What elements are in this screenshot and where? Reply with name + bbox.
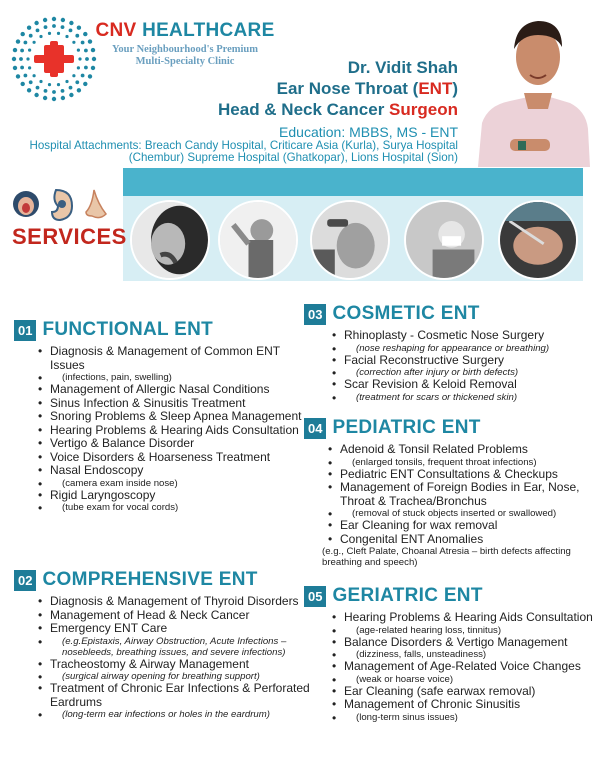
item-text: Hearing Problems & Hearing Aids Consultation xyxy=(344,610,593,624)
logo-dot xyxy=(77,66,80,69)
item-list xyxy=(38,595,314,720)
list-item xyxy=(332,636,594,650)
logo-dot xyxy=(20,49,24,53)
item-note: • (camera exam inside nose) xyxy=(62,477,178,489)
list-item xyxy=(38,622,314,636)
specialty-line1 xyxy=(218,78,458,99)
list-item xyxy=(38,451,314,465)
item-text: Voice Disorders & Hoarseness Treatment xyxy=(50,449,271,464)
logo-dot xyxy=(81,41,85,45)
service-photo-ear-exam xyxy=(310,200,390,280)
item-list xyxy=(38,345,314,513)
logo-dot xyxy=(65,35,68,38)
logo-dot xyxy=(84,49,88,53)
list-item xyxy=(38,464,314,478)
spec-text2: Head & Neck Cancer xyxy=(218,100,390,119)
list-item xyxy=(328,443,594,457)
list-item xyxy=(38,410,314,424)
section-title: GERIATRIC ENT xyxy=(332,585,483,606)
service-photo-throat xyxy=(130,200,210,280)
item-text: Treatment of Chronic Ear Infections & Perforated Eardrums xyxy=(50,681,310,709)
logo-dot xyxy=(88,39,92,43)
item-text: Snoring Problems & Sleep Apnea Management xyxy=(50,409,302,423)
logo-dot xyxy=(69,29,73,33)
list-item xyxy=(38,595,314,609)
logo-dot xyxy=(69,93,73,97)
item-text: Facial Reconstructive Surgery xyxy=(344,352,505,367)
organ-icons xyxy=(12,186,112,222)
service-photo-nose-procedure xyxy=(498,200,578,280)
brand-name-part1: CNV xyxy=(95,20,137,41)
logo-dot xyxy=(27,88,31,92)
logo-dot xyxy=(44,89,48,93)
logo-dot xyxy=(61,96,65,100)
logo-dot xyxy=(77,26,81,30)
item-note: • (enlarged tonsils, frequent throat infections) xyxy=(352,456,537,468)
logo-dot xyxy=(29,80,33,84)
list-item xyxy=(328,468,594,482)
item-note-row xyxy=(38,709,314,720)
item-list xyxy=(332,611,594,723)
list-item xyxy=(38,609,314,623)
list-item xyxy=(328,519,594,533)
item-text: Adenoid & Tonsil Related Problems xyxy=(340,442,528,456)
list-item xyxy=(332,329,594,343)
logo-dot xyxy=(78,57,81,60)
list-item xyxy=(38,397,314,411)
section-pediatric-ent xyxy=(304,414,594,568)
item-text: Rigid Laryngoscopy xyxy=(50,487,156,502)
item-note-row xyxy=(38,636,314,658)
logo-dot xyxy=(21,32,25,36)
logo-dot xyxy=(85,57,89,61)
item-text: Congenital ENT Anomalies xyxy=(340,531,484,546)
item-note: • (tube exam for vocal cords) xyxy=(62,502,179,513)
logo-dot xyxy=(39,80,42,83)
item-note: • (long-term sinus issues) xyxy=(356,711,458,723)
logo-dot xyxy=(21,82,25,86)
logo-dot xyxy=(57,32,60,35)
spec-paren: ) xyxy=(452,79,458,98)
spec-text: Ear Nose Throat ( xyxy=(276,79,419,98)
logo-dot xyxy=(36,29,40,33)
spec-surgeon-highlight: Surgeon xyxy=(389,100,458,119)
service-photo-neck xyxy=(218,200,298,280)
item-text: Pediatric ENT Consultations & Checkups xyxy=(340,466,558,481)
logo-dot xyxy=(57,83,60,86)
item-note: • (long-term ear infections or holes in the eardrum) xyxy=(62,709,270,720)
item-note: • (age-related hearing loss, tinnitus) xyxy=(356,624,502,636)
logo-dot xyxy=(27,26,31,30)
logo-dot xyxy=(61,25,65,29)
list-item xyxy=(38,383,314,397)
logo-dot xyxy=(61,18,65,22)
list-item xyxy=(332,611,594,625)
brand-name xyxy=(95,20,275,42)
logo-dot xyxy=(28,49,31,52)
service-photo-surgeon xyxy=(404,200,484,280)
item-text: Tracheostomy & Airway Management xyxy=(50,656,249,671)
item-text: Nasal Endoscopy xyxy=(50,463,144,477)
logo-dot xyxy=(69,86,73,90)
services-title: SERVICES xyxy=(12,224,127,249)
logo-dot xyxy=(12,57,16,61)
section-header xyxy=(14,566,314,594)
item-text: Sinus Infection & Sinusitis Treatment xyxy=(50,395,246,410)
logo-dot xyxy=(65,80,68,83)
section-functional-ent xyxy=(14,316,314,513)
tagline-line2: Multi-Specialty Clinic xyxy=(135,56,235,67)
logo-dot xyxy=(36,86,40,90)
item-note: • (infections, pain, swelling) xyxy=(62,372,172,383)
item-note-row xyxy=(38,502,314,513)
tagline-line1: Your Neighbourhood's Premium xyxy=(111,44,259,55)
section-cosmetic-ent xyxy=(304,300,594,403)
item-text: Management of Head & Neck Cancer xyxy=(50,607,250,622)
section-number: 04 xyxy=(304,418,326,439)
logo-dot xyxy=(52,17,56,21)
logo-dot xyxy=(33,74,36,77)
logo-dot xyxy=(20,66,24,70)
item-text: Ear Cleaning for wax removal xyxy=(340,518,498,532)
logo-dot xyxy=(24,74,28,78)
section-comprehensive-ent xyxy=(14,566,314,720)
doctor-name: Dr. Vidit Shah xyxy=(347,58,458,77)
logo-dot xyxy=(75,80,79,84)
list-item xyxy=(328,481,594,508)
item-text: Management of Allergic Nasal Conditions xyxy=(50,382,270,396)
item-text: Management of Age-Related Voice Changes xyxy=(344,659,581,673)
section-title: PEDIATRIC ENT xyxy=(332,417,481,438)
doctor-info xyxy=(218,58,458,120)
logo-dot xyxy=(81,74,85,78)
section-title: COSMETIC ENT xyxy=(332,303,480,324)
item-note: • (removal of stuck objects inserted or swallowed) xyxy=(352,508,557,519)
item-text: Balance Disorders & Vertigo Management xyxy=(344,634,568,649)
list-item xyxy=(332,378,594,392)
brand-name-part2: HEALTHCARE xyxy=(142,20,275,41)
logo-dot xyxy=(24,41,28,45)
item-text: Diagnosis & Management of Thyroid Disorders xyxy=(50,594,299,608)
throat-icon xyxy=(13,191,39,217)
list-item xyxy=(332,685,594,699)
logo-dot xyxy=(83,32,87,36)
logo-dot xyxy=(72,74,75,77)
list-item xyxy=(38,658,314,672)
logo-dot xyxy=(72,41,75,44)
item-note: • (e.g.Epistaxis, Airway Obstruction, Acute Infections – nosebleeds, breathing issues, and severe infections) xyxy=(62,635,287,658)
list-item xyxy=(38,424,314,438)
logo-dot xyxy=(84,66,88,70)
spec-ent-highlight: ENT xyxy=(418,79,453,98)
section-title: COMPREHENSIVE ENT xyxy=(42,569,258,590)
section-number: 01 xyxy=(14,320,36,341)
item-text: Ear Cleaning (safe earwax removal) xyxy=(344,683,536,698)
item-note: • (correction after injury or birth defects) xyxy=(356,367,519,378)
logo-dot xyxy=(69,21,73,25)
item-text: Emergency ENT Care xyxy=(50,621,168,635)
doctor-portrait xyxy=(470,5,592,167)
item-note: • (treatment for scars or thickened skin) xyxy=(356,391,518,403)
list-item xyxy=(38,682,314,709)
logo-dot xyxy=(61,89,65,93)
item-text: Diagnosis & Management of Common ENT Issues xyxy=(50,344,280,372)
item-note: • (dizziness, falls, unsteadiness) xyxy=(356,649,487,660)
list-item xyxy=(38,345,314,372)
list-item xyxy=(38,437,314,451)
education: Education: MBBS, MS - ENT xyxy=(279,124,458,140)
logo-dot xyxy=(19,57,23,61)
logo-dot xyxy=(16,39,20,43)
logo-dot xyxy=(52,97,56,101)
section-title: FUNCTIONAL ENT xyxy=(42,319,214,340)
logo-dot xyxy=(88,74,92,78)
item-note: • (weak or hoarse voice) xyxy=(356,673,454,685)
hospital-attachments xyxy=(0,140,458,164)
list-item xyxy=(332,660,594,674)
services-band xyxy=(123,168,583,196)
logo-dot xyxy=(34,93,38,97)
hospitals-line1: Hospital Attachments: Breach Candy Hospital, Criticare Asia (Kurla), Surya Hospital xyxy=(29,139,458,152)
logo-dot xyxy=(39,35,42,38)
specialty-line2 xyxy=(218,99,458,120)
item-note-row xyxy=(332,392,594,403)
medical-cross-icon xyxy=(50,41,58,77)
logo-dot xyxy=(43,18,47,22)
logo-dot xyxy=(83,82,87,86)
section-header xyxy=(304,582,594,610)
logo-dot xyxy=(77,49,80,52)
item-note: • (surgical airway opening for breathing support) xyxy=(62,671,260,682)
logo-dot xyxy=(43,96,47,100)
section-number: 03 xyxy=(304,304,326,325)
logo-dot xyxy=(77,88,81,92)
item-text: Management of Chronic Sinusitis xyxy=(344,697,521,711)
hospitals-line2: (Chembur) Supreme Hospital (Ghatkopar), Lions Hospital (Sion) xyxy=(128,151,458,164)
logo-dot xyxy=(26,57,29,60)
logo-dot xyxy=(52,24,56,28)
logo-dot xyxy=(52,90,56,94)
list-item xyxy=(328,533,594,547)
item-text: Hearing Problems & Hearing Aids Consultation xyxy=(50,422,299,437)
logo-dot xyxy=(33,41,36,44)
clinic-logo xyxy=(10,8,98,110)
logo-dot xyxy=(29,34,33,38)
section-number: 02 xyxy=(14,570,36,591)
section-header xyxy=(304,300,594,328)
ear-icon xyxy=(52,190,72,220)
item-text: Rhinoplasty - Cosmetic Nose Surgery xyxy=(344,328,545,342)
logo-dot xyxy=(48,32,51,35)
logo-dot xyxy=(44,25,48,29)
item-note-row xyxy=(332,712,594,723)
section-geriatric-ent xyxy=(304,582,594,723)
item-text: Vertigo & Balance Disorder xyxy=(50,436,195,450)
item-list xyxy=(328,443,594,546)
list-item xyxy=(332,354,594,368)
list-item xyxy=(332,698,594,712)
logo-dot xyxy=(16,74,20,78)
item-note: • (nose reshaping for appearance or breathing) xyxy=(356,342,550,354)
logo-dot xyxy=(48,83,51,86)
logo-dot xyxy=(75,34,79,38)
section-header xyxy=(14,316,314,344)
section-number: 05 xyxy=(304,586,326,607)
list-item xyxy=(38,489,314,503)
logo-dot xyxy=(13,48,17,52)
item-list xyxy=(332,329,594,403)
nose-icon xyxy=(86,190,106,218)
section-header xyxy=(304,414,594,442)
item-note: (e.g., Cleft Palate, Choanal Atresia – birth defects affecting breathing and speech) xyxy=(322,546,571,568)
logo-dot xyxy=(13,66,17,70)
logo-dot xyxy=(34,21,38,25)
item-text: Management of Foreign Bodies in Ear, Nose, Throat & Trachea/Bronchus xyxy=(340,480,580,508)
logo-dot xyxy=(28,66,31,69)
item-text: Scar Revision & Keloid Removal xyxy=(344,377,517,391)
